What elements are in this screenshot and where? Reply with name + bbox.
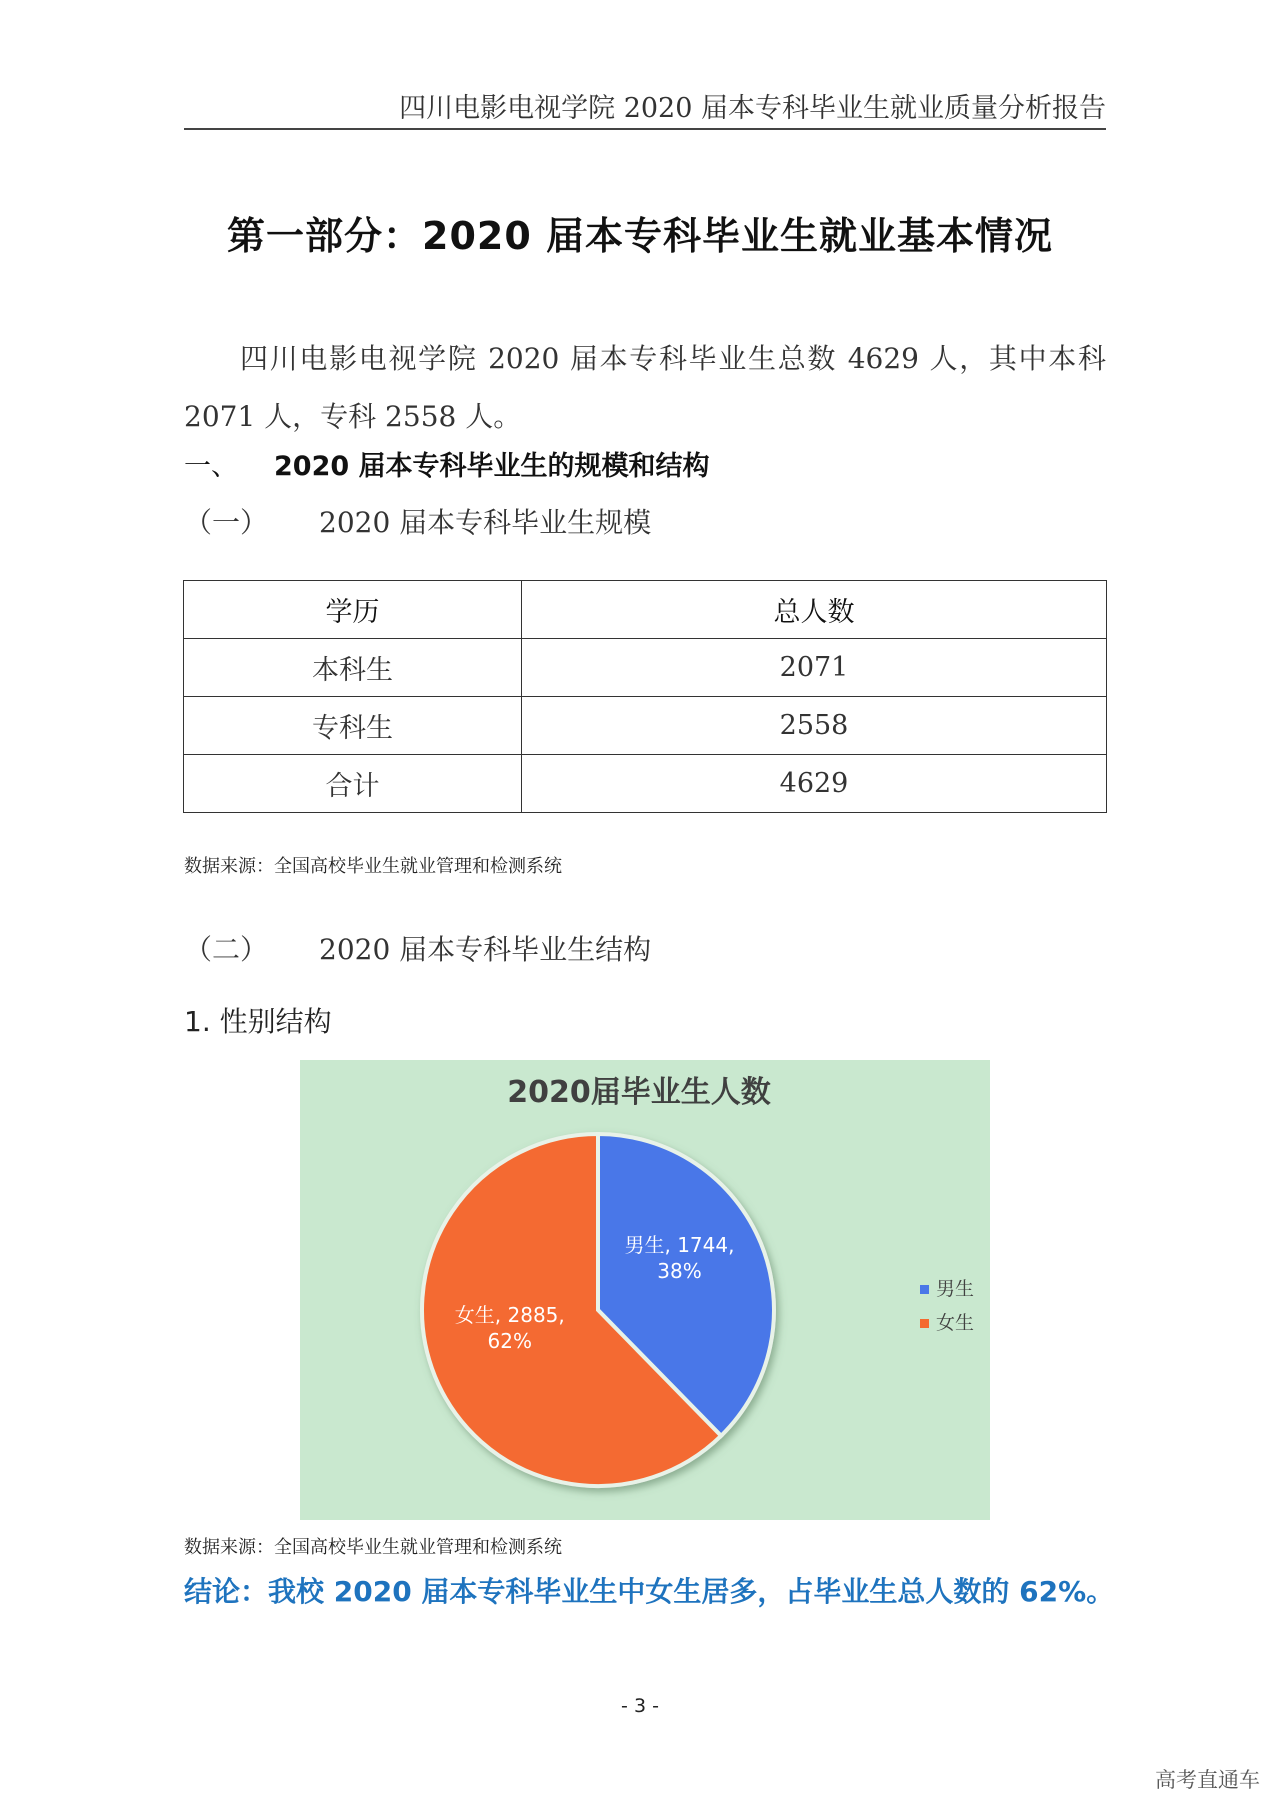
legend-label-0: 男生 (936, 1278, 975, 1300)
data-label-0: 男生, 1744, (624, 1232, 735, 1257)
table-cell: 合计 (184, 755, 522, 813)
running-header: 四川电影电视学院 2020 届本专科毕业生就业质量分析报告 (399, 93, 1106, 124)
subsection-number: （二） (184, 933, 269, 966)
part-title: 第一部分：2020 届本专科毕业生就业基本情况 (227, 214, 1053, 258)
section-number: 一、 (184, 451, 238, 482)
subsection-title: 2020 届本专科毕业生规模 (319, 506, 652, 539)
pie-chart-svg (300, 1060, 990, 1520)
data-label-1: 女生, 2885, (454, 1302, 565, 1327)
table-row (184, 697, 1107, 755)
item-heading-gender: 1. 性别结构 (184, 1005, 332, 1038)
gender-pie-chart (300, 1060, 990, 1520)
chart-source-note: 数据来源：全国高校毕业生就业管理和检测系统 (184, 1537, 562, 1558)
legend-label-1: 女生 (936, 1312, 975, 1334)
table-cell: 本科生 (184, 639, 522, 697)
table-row (184, 639, 1107, 697)
table-cell: 2071 (522, 639, 1107, 697)
table-cell: 4629 (522, 755, 1107, 813)
watermark-text: 高考直通车 (1155, 1768, 1260, 1792)
table-header-cell: 学历 (184, 581, 522, 639)
intro-paragraph: 四川电影电视学院 2020 届本专科毕业生总数 4629 人，其中本科 2071 人，专科 2558 人。 (184, 342, 1106, 433)
header-rule (184, 128, 1106, 130)
legend-swatch-1 (920, 1319, 929, 1328)
chart-title: 2020届毕业生人数 (507, 1075, 771, 1110)
subsection-heading-1 (184, 503, 651, 543)
conclusion-text: 结论：我校 2020 届本专科毕业生中女生居多，占毕业生总人数的 62%。 (184, 1575, 1115, 1608)
section-title: 2020 届本专科毕业生的规模和结构 (274, 451, 710, 482)
section-heading-1 (184, 447, 710, 487)
legend-swatch-0 (920, 1285, 929, 1294)
table-cell: 2558 (522, 697, 1107, 755)
page-number: - 3 - (621, 1695, 659, 1717)
subsection-heading-2 (184, 930, 651, 970)
subsection-title: 2020 届本专科毕业生结构 (319, 933, 652, 966)
table-cell: 专科生 (184, 697, 522, 755)
percent-label-1: 62% (487, 1328, 533, 1353)
scale-table (183, 580, 1107, 813)
table-header-row (184, 581, 1107, 639)
table-row (184, 755, 1107, 813)
percent-label-0: 38% (657, 1258, 702, 1283)
table-source-note: 数据来源：全国高校毕业生就业管理和检测系统 (184, 856, 562, 877)
subsection-number: （一） (184, 506, 269, 539)
table-header-cell: 总人数 (522, 581, 1107, 639)
